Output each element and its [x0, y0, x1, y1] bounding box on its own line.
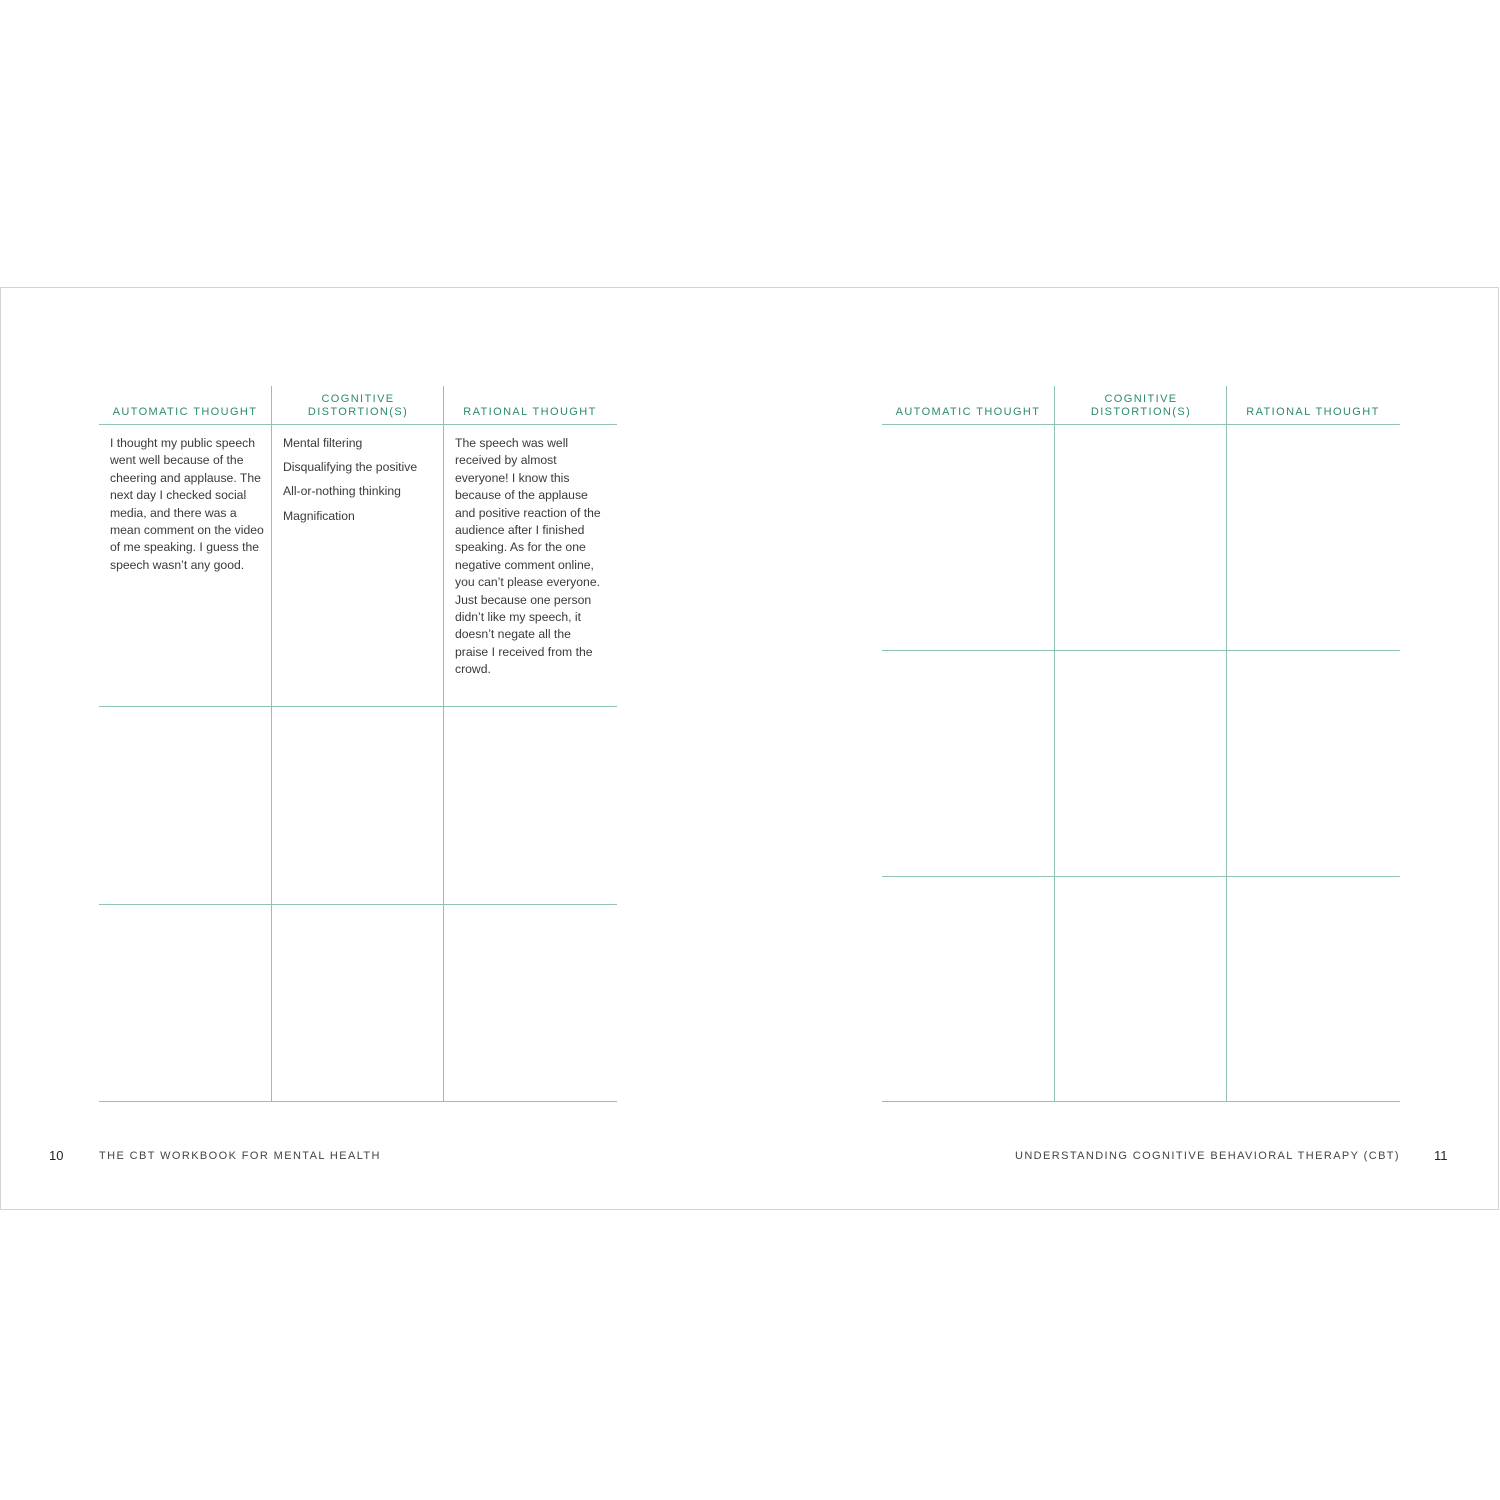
header-automatic-thought: AUTOMATIC THOUGHT [895, 405, 1041, 418]
page-number-left: 10 [49, 1148, 64, 1163]
row-rule [99, 1101, 617, 1102]
page-number-right: 11 [1434, 1148, 1448, 1163]
column-divider [271, 386, 272, 1102]
header-rational-thought: RATIONAL THOUGHT [1246, 405, 1380, 418]
row-rule [882, 876, 1400, 877]
header-cognitive-distortions: COGNITIVE DISTORTION(S) [307, 393, 409, 418]
header-rule [882, 424, 1400, 425]
thought-record-table-left [99, 386, 617, 1102]
column-divider [1054, 386, 1055, 1102]
example-rational-thought: The speech was well received by almost everyone! I know this because of the applause and positive reaction of the audience after I finished speaking. As for the one negative comment online, you can’t please everyone. Just because one person didn’t like my speech, it doesn’t negate all the praise I received from the crowd. [455, 436, 601, 677]
row-rule [99, 706, 617, 707]
row-rule [99, 904, 617, 905]
distortion-item: All-or-nothing thinking [283, 484, 401, 499]
example-automatic-thought: I thought my public speech went well because of the cheering and applause. The next day I checked social media, and there was a mean comment on the video of me speaking. I guess the speech wasn’t any good. [110, 436, 264, 572]
column-divider [1226, 386, 1227, 1102]
header-cognitive-distortions: COGNITIVE DISTORTION(S) [1090, 393, 1192, 418]
running-footer-left: THE CBT WORKBOOK FOR MENTAL HEALTH [99, 1150, 381, 1162]
row-rule [882, 1101, 1400, 1102]
distortion-item: Mental filtering [283, 436, 363, 450]
distortion-item: Disqualifying the positive [283, 460, 418, 475]
column-divider [443, 386, 444, 1102]
row-rule [882, 650, 1400, 651]
thought-record-table-right [882, 386, 1400, 1102]
header-rational-thought: RATIONAL THOUGHT [463, 405, 597, 418]
distortion-item: Magnification [283, 508, 355, 523]
running-footer-right: UNDERSTANDING COGNITIVE BEHAVIORAL THERAPY (CBT) [1014, 1150, 1400, 1162]
header-automatic-thought: AUTOMATIC THOUGHT [112, 405, 258, 418]
header-rule [99, 424, 617, 425]
example-distortions-list [283, 435, 438, 532]
